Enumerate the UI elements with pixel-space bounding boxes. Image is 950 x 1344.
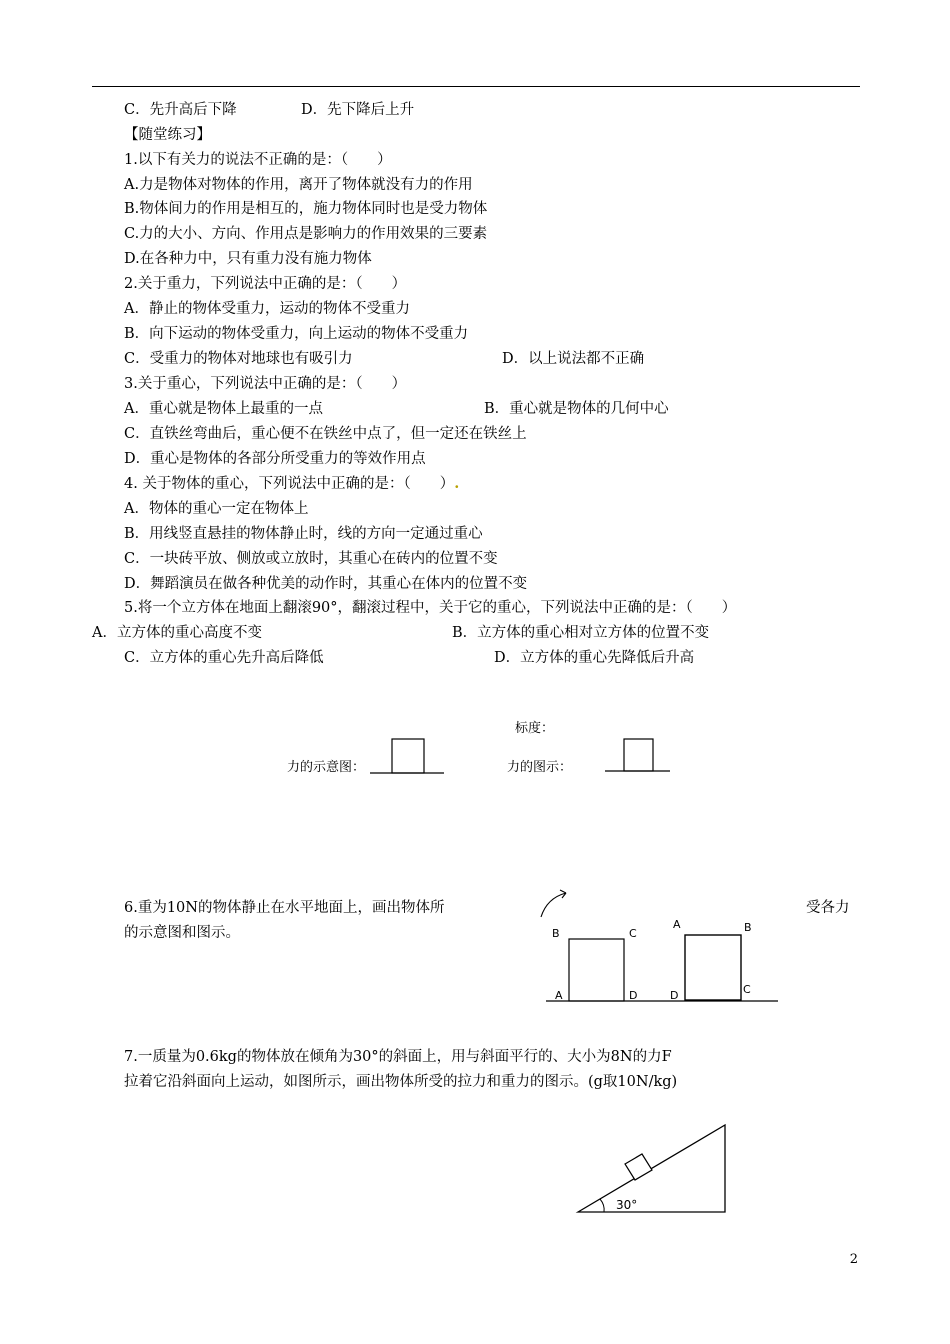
q3-option-c: C．直铁丝弯曲后，重心便不在铁丝中点了，但一定还在铁丝上 [124, 426, 527, 442]
q5-option-d: D．立方体的重心先降低后升高 [494, 650, 695, 666]
question-4-text: 4. 关于物体的重心，下列说法中正确的是：（ ） [124, 476, 455, 492]
q1-option-b: B.物体间力的作用是相互的，施力物体同时也是受力物体 [124, 201, 488, 217]
q5-option-b: B．立方体的重心相对立方体的位置不变 [452, 625, 710, 641]
cube-left-bottom-right-label: D [629, 989, 638, 1002]
cube-right-top-right-label: B [744, 921, 752, 934]
schematic-label: 力的示意图： [287, 760, 366, 775]
q3-option-d: D．重心是物体的各部分所受重力的等效作用点 [124, 451, 426, 467]
question-7-line2: 拉着它沿斜面向上运动，如图所示，画出物体所受的拉力和重力的图示。(g取10N/kg) [124, 1074, 678, 1090]
cube-right-top-left-label: A [673, 918, 681, 931]
q4-option-b: B．用线竖直悬挂的物体静止时，线的方向一定通过重心 [124, 526, 483, 542]
question-7-line1: 7.一质量为0.6kg的物体放在倾角为30°的斜面上，用与斜面平行的、大小为8N的力F [124, 1049, 672, 1065]
q2-option-a: A．静止的物体受重力，运动的物体不受重力 [124, 301, 410, 317]
question-6-line2: 的示意图和图示。 [124, 925, 240, 941]
q3-option-b: B．重心就是物体的几何中心 [484, 401, 669, 417]
question-2: 2.关于重力，下列说法中正确的是：（ ） [124, 276, 407, 292]
cube-left-top-left-label: B [552, 927, 560, 940]
cube-right-bottom-left-label: D [670, 989, 679, 1002]
q1-option-c: C.力的大小、方向、作用点是影响力的作用效果的三要素 [124, 226, 488, 242]
q4-option-d: D．舞蹈演员在做各种优美的动作时，其重心在体内的位置不变 [124, 576, 528, 592]
question-4-mark: . [454, 475, 460, 492]
cube-right-bottom-right-label: C [743, 983, 751, 996]
q2-option-b: B．向下运动的物体受重力，向上运动的物体不受重力 [124, 326, 469, 342]
q3-option-a: A．重心就是物体上最重的一点 [124, 401, 323, 417]
cube-left-top-right-label: C [629, 927, 637, 940]
question-3: 3.关于重心，下列说法中正确的是：（ ） [124, 376, 407, 392]
diagram-label: 力的图示： [507, 760, 573, 775]
q5-option-a: A．立方体的重心高度不变 [92, 625, 262, 641]
q4-option-c: C．一块砖平放、侧放或立放时，其重心在砖内的位置不变 [124, 551, 498, 567]
q1-option-d: D.在各种力中，只有重力没有施力物体 [124, 251, 372, 267]
question-6-line1: 6.重为10N的物体静止在水平地面上，画出物体所 [124, 900, 445, 916]
section-header: 【随堂练习】 [124, 127, 211, 143]
question-1: 1.以下有关力的说法不正确的是：（ ） [124, 152, 392, 168]
q1-option-a: A.力是物体对物体的作用，离开了物体就没有力的作用 [124, 177, 473, 193]
prev-option-c: C．先升高后下降 [124, 102, 237, 118]
q5-option-c: C．立方体的重心先升高后降低 [124, 650, 324, 666]
angle-label: 30° [616, 1198, 638, 1212]
scale-label: 标度： [515, 721, 555, 736]
q2-option-c: C．受重力的物体对地球也有吸引力 [124, 351, 353, 367]
q2-option-d: D．以上说法都不正确 [502, 351, 645, 367]
block-on-incline [625, 1154, 652, 1180]
prev-option-d: D．先下降后上升 [301, 102, 415, 118]
question-5: 5.将一个立方体在地面上翻滚90°，翻滚过程中，关于它的重心，下列说法中正确的是：（ ） [124, 600, 737, 616]
page-number: 2 [849, 1252, 858, 1267]
angle-arc [600, 1199, 604, 1212]
question-6-right: 受各力 [806, 900, 850, 916]
cube-left-bottom-left-label: A [555, 989, 563, 1002]
q4-option-a: A．物体的重心一定在物体上 [124, 501, 309, 517]
